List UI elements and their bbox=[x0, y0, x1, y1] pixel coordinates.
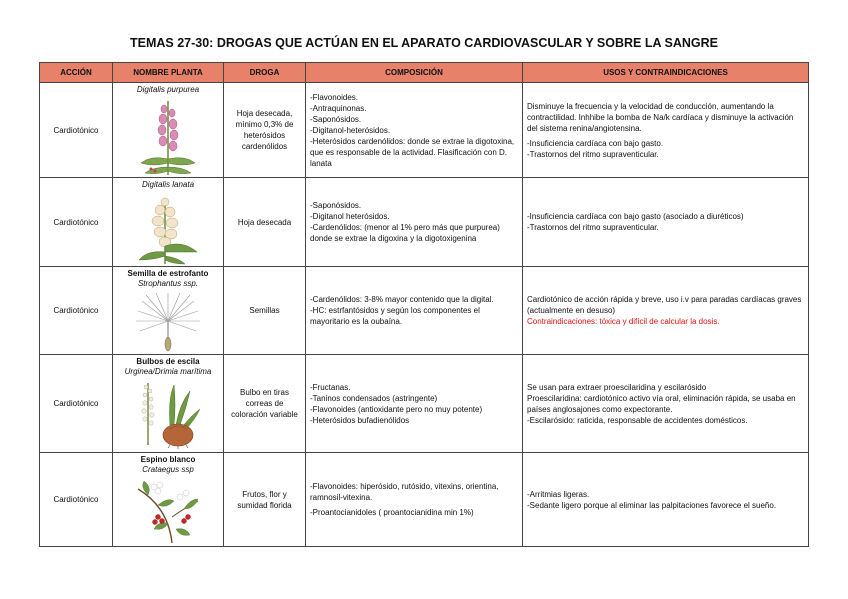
usos-cell bbox=[523, 267, 809, 355]
usos-item: -Insuficiencia cardíaca con bajo gasto. bbox=[527, 138, 664, 148]
hawthorn-icon bbox=[128, 477, 208, 545]
composicion-item: -Saponósidos. bbox=[310, 114, 362, 124]
planta-cell bbox=[113, 178, 224, 267]
composicion-cell bbox=[306, 267, 523, 355]
page-title: TEMAS 27-30: DROGAS QUE ACTÚAN EN EL APARATO CARDIOVASCULAR Y SOBRE LA SANGRE bbox=[129, 36, 719, 50]
composicion-item: -Heterósidos cardenólidos: donde se extrae la digotoxina, que es responsable de la actividad. Flasificación con D. lanata bbox=[310, 136, 515, 168]
drug-table bbox=[39, 62, 809, 547]
accion-cell: Cardiotónico bbox=[40, 83, 113, 178]
usos-cell bbox=[523, 355, 809, 453]
foxglove-purple-icon bbox=[133, 97, 203, 177]
usos-cell bbox=[523, 453, 809, 547]
droga-cell: Bulbo en tiras correas de coloración variable bbox=[224, 355, 306, 453]
droga-cell: Hoja desecada, mínimo 0,3% de heterósidos cardenólidos bbox=[224, 83, 306, 178]
table-row bbox=[40, 267, 809, 355]
composicion-item: -HC: estrfantósidos y según los componentes el mayoritario es la oubaína. bbox=[310, 306, 480, 326]
usos-cell bbox=[523, 83, 809, 178]
table-row bbox=[40, 178, 809, 267]
composicion-item: -Flavonoides (antioxidante pero no muy potente) bbox=[310, 404, 483, 414]
usos-item: -Arritmias ligeras. bbox=[527, 489, 590, 499]
usos-item: -Trastornos del ritmo supraventicular. bbox=[527, 223, 659, 232]
composicion-item: -Digitanol heterósidos. bbox=[310, 212, 390, 221]
contraindication-text: Contraindicaciones: tóxica y difícil de calcular la dosis. bbox=[527, 317, 720, 326]
usos-item: Proescilaridina: cardiotónico activo vía oral, eliminación rápida, se usaba en países anglosajones como expectorante. bbox=[527, 393, 796, 414]
usos-item: Se usan para extraer proescilaridina y escilarósido bbox=[527, 382, 707, 392]
accion-cell: Cardiotónico bbox=[40, 355, 113, 453]
table-header-row bbox=[40, 63, 809, 83]
plant-scientific-name: Urginea/Drimia marítima bbox=[124, 367, 212, 376]
plant-scientific-name: Digitalis purpurea bbox=[136, 85, 200, 94]
plant-common-name: Semilla de estrofanto bbox=[127, 269, 209, 278]
usos-item: -Escilarósido: raticida, responsable de accidentes domésticos. bbox=[527, 415, 748, 425]
composicion-item: -Saponósidos. bbox=[310, 201, 362, 210]
usos-item: Cardiotónico de acción rápida y breve, uso i.v para paradas cardíacas graves (actualmente en desuso) bbox=[527, 295, 802, 315]
accion-cell: Cardiotónico bbox=[40, 453, 113, 547]
usos-item: -Sedante ligero porque al eliminar las palpitaciones favorece el sueño. bbox=[527, 500, 777, 510]
planta-cell bbox=[113, 355, 224, 453]
table-row bbox=[40, 83, 809, 178]
composicion-cell bbox=[306, 453, 523, 547]
droga-cell: Semillas bbox=[224, 267, 306, 355]
composicion-item: -Proantocianidoles ( proantocianidina min 1%) bbox=[310, 508, 474, 517]
table-row bbox=[40, 453, 809, 547]
header-accion: ACCIÓN bbox=[40, 63, 113, 83]
droga-cell: Hoja desecada bbox=[224, 178, 306, 267]
header-usos: USOS Y CONTRAINDICACIONES bbox=[523, 63, 809, 83]
plant-scientific-name: Strophantus ssp. bbox=[137, 279, 199, 288]
usos-item: Disminuye la frecuencia y la velocidad de conducción, aumentando la contractilidad. Inhhibe la bomba de Na/k cardíaca y disminuye la activación del sistema renina/angiotensina. bbox=[527, 101, 794, 133]
accion-cell: Cardiotónico bbox=[40, 178, 113, 267]
table-row bbox=[40, 355, 809, 453]
plant-common-name: Bulbos de escila bbox=[136, 357, 200, 366]
plant-scientific-name: Crataegus ssp bbox=[142, 465, 194, 474]
usos-cell bbox=[523, 178, 809, 267]
squill-bulb-icon bbox=[130, 379, 206, 449]
composicion-item: -Flavonoides. bbox=[310, 92, 359, 102]
composicion-item: -Digitanol-heterósidos. bbox=[310, 125, 391, 135]
header-composicion: COMPOSICIÓN bbox=[306, 63, 523, 83]
composicion-item: -Fructanas. bbox=[310, 382, 351, 392]
usos-item: -Insuficiencia cardíaca con bajo gasto (asociado a diuréticos) bbox=[527, 212, 744, 221]
composicion-item: -Flavonoides: hiperósido, rutósido, vitexins, orientina, ramnosil-vitexina. bbox=[310, 482, 499, 502]
droga-cell: Frutos, flor y sumidad florida bbox=[224, 453, 306, 547]
header-droga: DROGA bbox=[224, 63, 306, 83]
composicion-cell bbox=[306, 355, 523, 453]
composicion-item: -Taninos condensados (astringente) bbox=[310, 393, 438, 403]
usos-item: -Trastornos del ritmo supraventicular. bbox=[527, 149, 659, 159]
composicion-item: -Heterósidos bufadienólidos bbox=[310, 415, 410, 425]
header-nombre-planta: NOMBRE PLANTA bbox=[113, 63, 224, 83]
composicion-cell bbox=[306, 83, 523, 178]
strophanthus-seed-icon bbox=[132, 291, 204, 353]
composicion-item: -Cardenólidos: (menor al 1% pero más que purpurea) donde se extrae la digoxina y la digotoxigenina bbox=[310, 223, 500, 243]
planta-cell bbox=[113, 453, 224, 547]
planta-cell bbox=[113, 267, 224, 355]
composicion-item: -Antraquinonas. bbox=[310, 103, 367, 113]
foxglove-woolly-icon bbox=[133, 192, 203, 266]
plant-common-name: Espino blanco bbox=[140, 455, 196, 464]
accion-cell: Cardiotónico bbox=[40, 267, 113, 355]
planta-cell bbox=[113, 83, 224, 178]
plant-scientific-name: Digitalis lanata bbox=[141, 180, 195, 189]
composicion-item: -Cardenólidos: 3-8% mayor contenido que la digital. bbox=[310, 295, 494, 304]
composicion-cell bbox=[306, 178, 523, 267]
